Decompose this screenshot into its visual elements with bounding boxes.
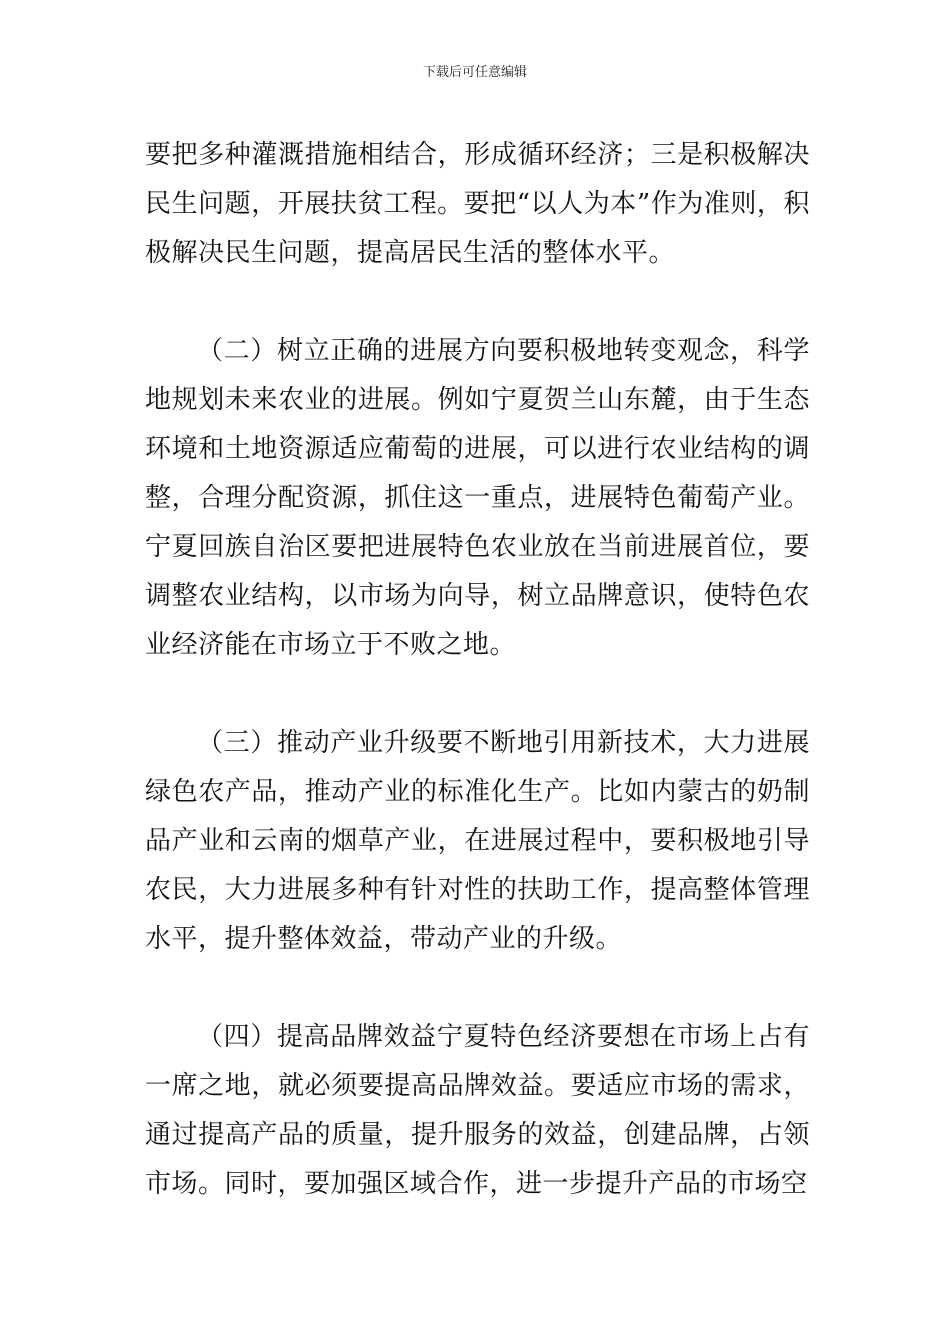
paragraph-section-2: （二）树立正确的进展方向要积极地转变观念，科学地规划未来农业的进展。例如宁夏贺兰山东麓，由于生态环境和土地资源适应葡萄的进展，可以进行农业结构的调整，合理分配资源，抓住这一重点，进展特色葡萄产业。宁夏回族自治区要把进展特色农业放在当前进展首位，要调整农业结构，以市场为向导，树立品牌意识，使特色农业经济能在市场立于不败之地。	[145, 336, 810, 660]
paragraph-spacer	[145, 964, 810, 1013]
document-body	[145, 131, 810, 1209]
page-header-note: 下载后可任意编辑	[422, 65, 527, 80]
paragraph-spacer	[145, 670, 810, 719]
paragraph-continuation: 要把多种灌溉措施相结合，形成循环经济；三是积极解决民生问题，开展扶贫工程。要把“以人为本”作为准则，积极解决民生问题，提高居民生活的整体水平。	[145, 140, 810, 268]
paragraph-spacer	[145, 278, 810, 327]
paragraph-section-4: （四）提高品牌效益宁夏特色经济要想在市场上占有一席之地，就必须要提高品牌效益。要适应市场的需求，通过提高产品的质量，提升服务的效益，创建品牌，占领市场。同时，要加强区域合作，进一步提升产品的市场空	[145, 1022, 810, 1199]
paragraph-section-3: （三）推动产业升级要不断地引用新技术，大力进展绿色农产品，推动产业的标准化生产。比如内蒙古的奶制品产业和云南的烟草产业，在进展过程中，要积极地引导农民，大力进展多种有针对性的扶助工作，提高整体管理水平，提升整体效益，带动产业的升级。	[145, 728, 810, 954]
